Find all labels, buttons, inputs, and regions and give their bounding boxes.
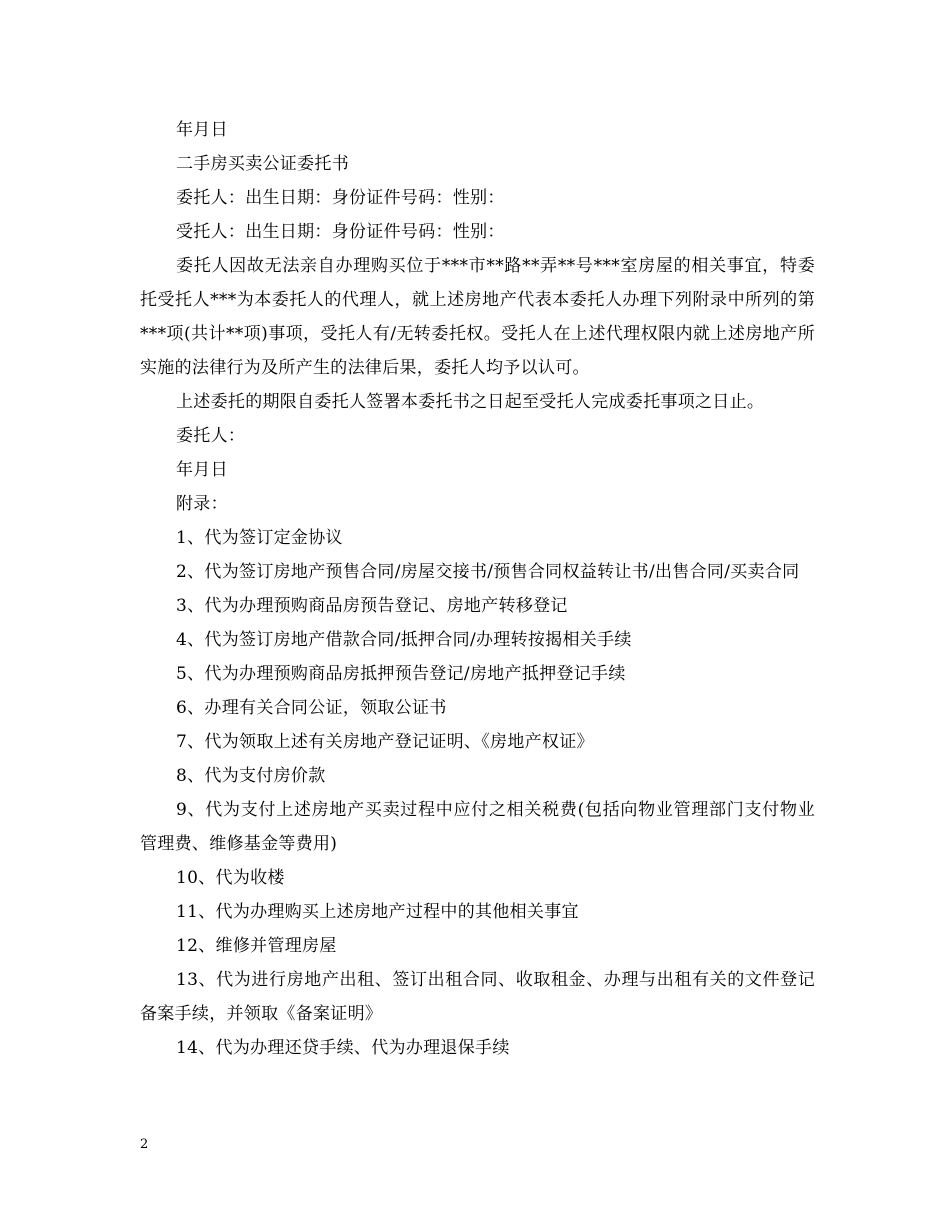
date-line: 年月日: [176, 120, 228, 140]
appendix-item-14: 14、代为办理还贷手续、代为办理退保手续: [176, 1038, 510, 1058]
appendix-heading: 附录：: [176, 494, 228, 514]
agent-info-line: 受托人：出生日期：身份证件号码：性别：: [176, 222, 505, 242]
appendix-item-2: 2、代为签订房地产预售合同/房屋交接书/预售合同权益转让书/出售合同/买卖合同: [176, 562, 800, 582]
appendix-item-13: 13、代为进行房地产出租、签订出租合同、收取租金、办理与出租有关的文件登记备案手续，并领取《备案证明》: [140, 970, 815, 1024]
principal-signature-line: 委托人：: [176, 426, 246, 446]
appendix-item-4: 4、代为签订房地产借款合同/抵押合同/办理转按揭相关手续: [176, 630, 632, 650]
appendix-item-1: 1、代为签订定金协议: [176, 528, 343, 548]
appendix-item-12: 12、维修并管理房屋: [176, 936, 337, 956]
appendix-item-8: 8、代为支付房价款: [176, 766, 326, 786]
appendix-item-6: 6、办理有关合同公证，领取公证书: [176, 698, 447, 718]
appendix-item-5: 5、代为办理预购商品房抵押预告登记/房地产抵押登记手续: [176, 664, 626, 684]
principal-info-line: 委托人：出生日期：身份证件号码：性别：: [176, 188, 505, 208]
term-paragraph: 上述委托的期限自委托人签署本委托书之日起至受托人完成委托事项之日止。: [176, 392, 765, 412]
authorization-paragraph: 委托人因故无法亲自办理购买位于***市**路**弄**号***室房屋的相关事宜，特委托受托人***为本委托人的代理人，就上述房地产代表本委托人办理下列附录中所列的第***项(共计**项)事项，受托人有/无转委托权。受托人在上述代理权限内就上述房地产所实施的法律行为及所产生的法律后果，委托人均予以认可。: [140, 256, 815, 378]
appendix-item-7: 7、代为领取上述有关房地产登记证明、《房地产权证》: [176, 732, 594, 752]
document-body: [140, 113, 815, 1065]
page-number: 2: [140, 1137, 149, 1152]
appendix-item-9: 9、代为支付上述房地产买卖过程中应付之相关税费(包括向物业管理部门支付物业管理费、维修基金等费用): [140, 800, 815, 854]
signature-date-line: 年月日: [176, 460, 228, 480]
appendix-item-3: 3、代为办理预购商品房预告登记、房地产转移登记: [176, 596, 568, 616]
document-title: 二手房买卖公证委托书: [176, 154, 349, 174]
appendix-item-10: 10、代为收楼: [176, 868, 285, 888]
appendix-item-11: 11、代为办理购买上述房地产过程中的其他相关事宜: [176, 902, 579, 922]
